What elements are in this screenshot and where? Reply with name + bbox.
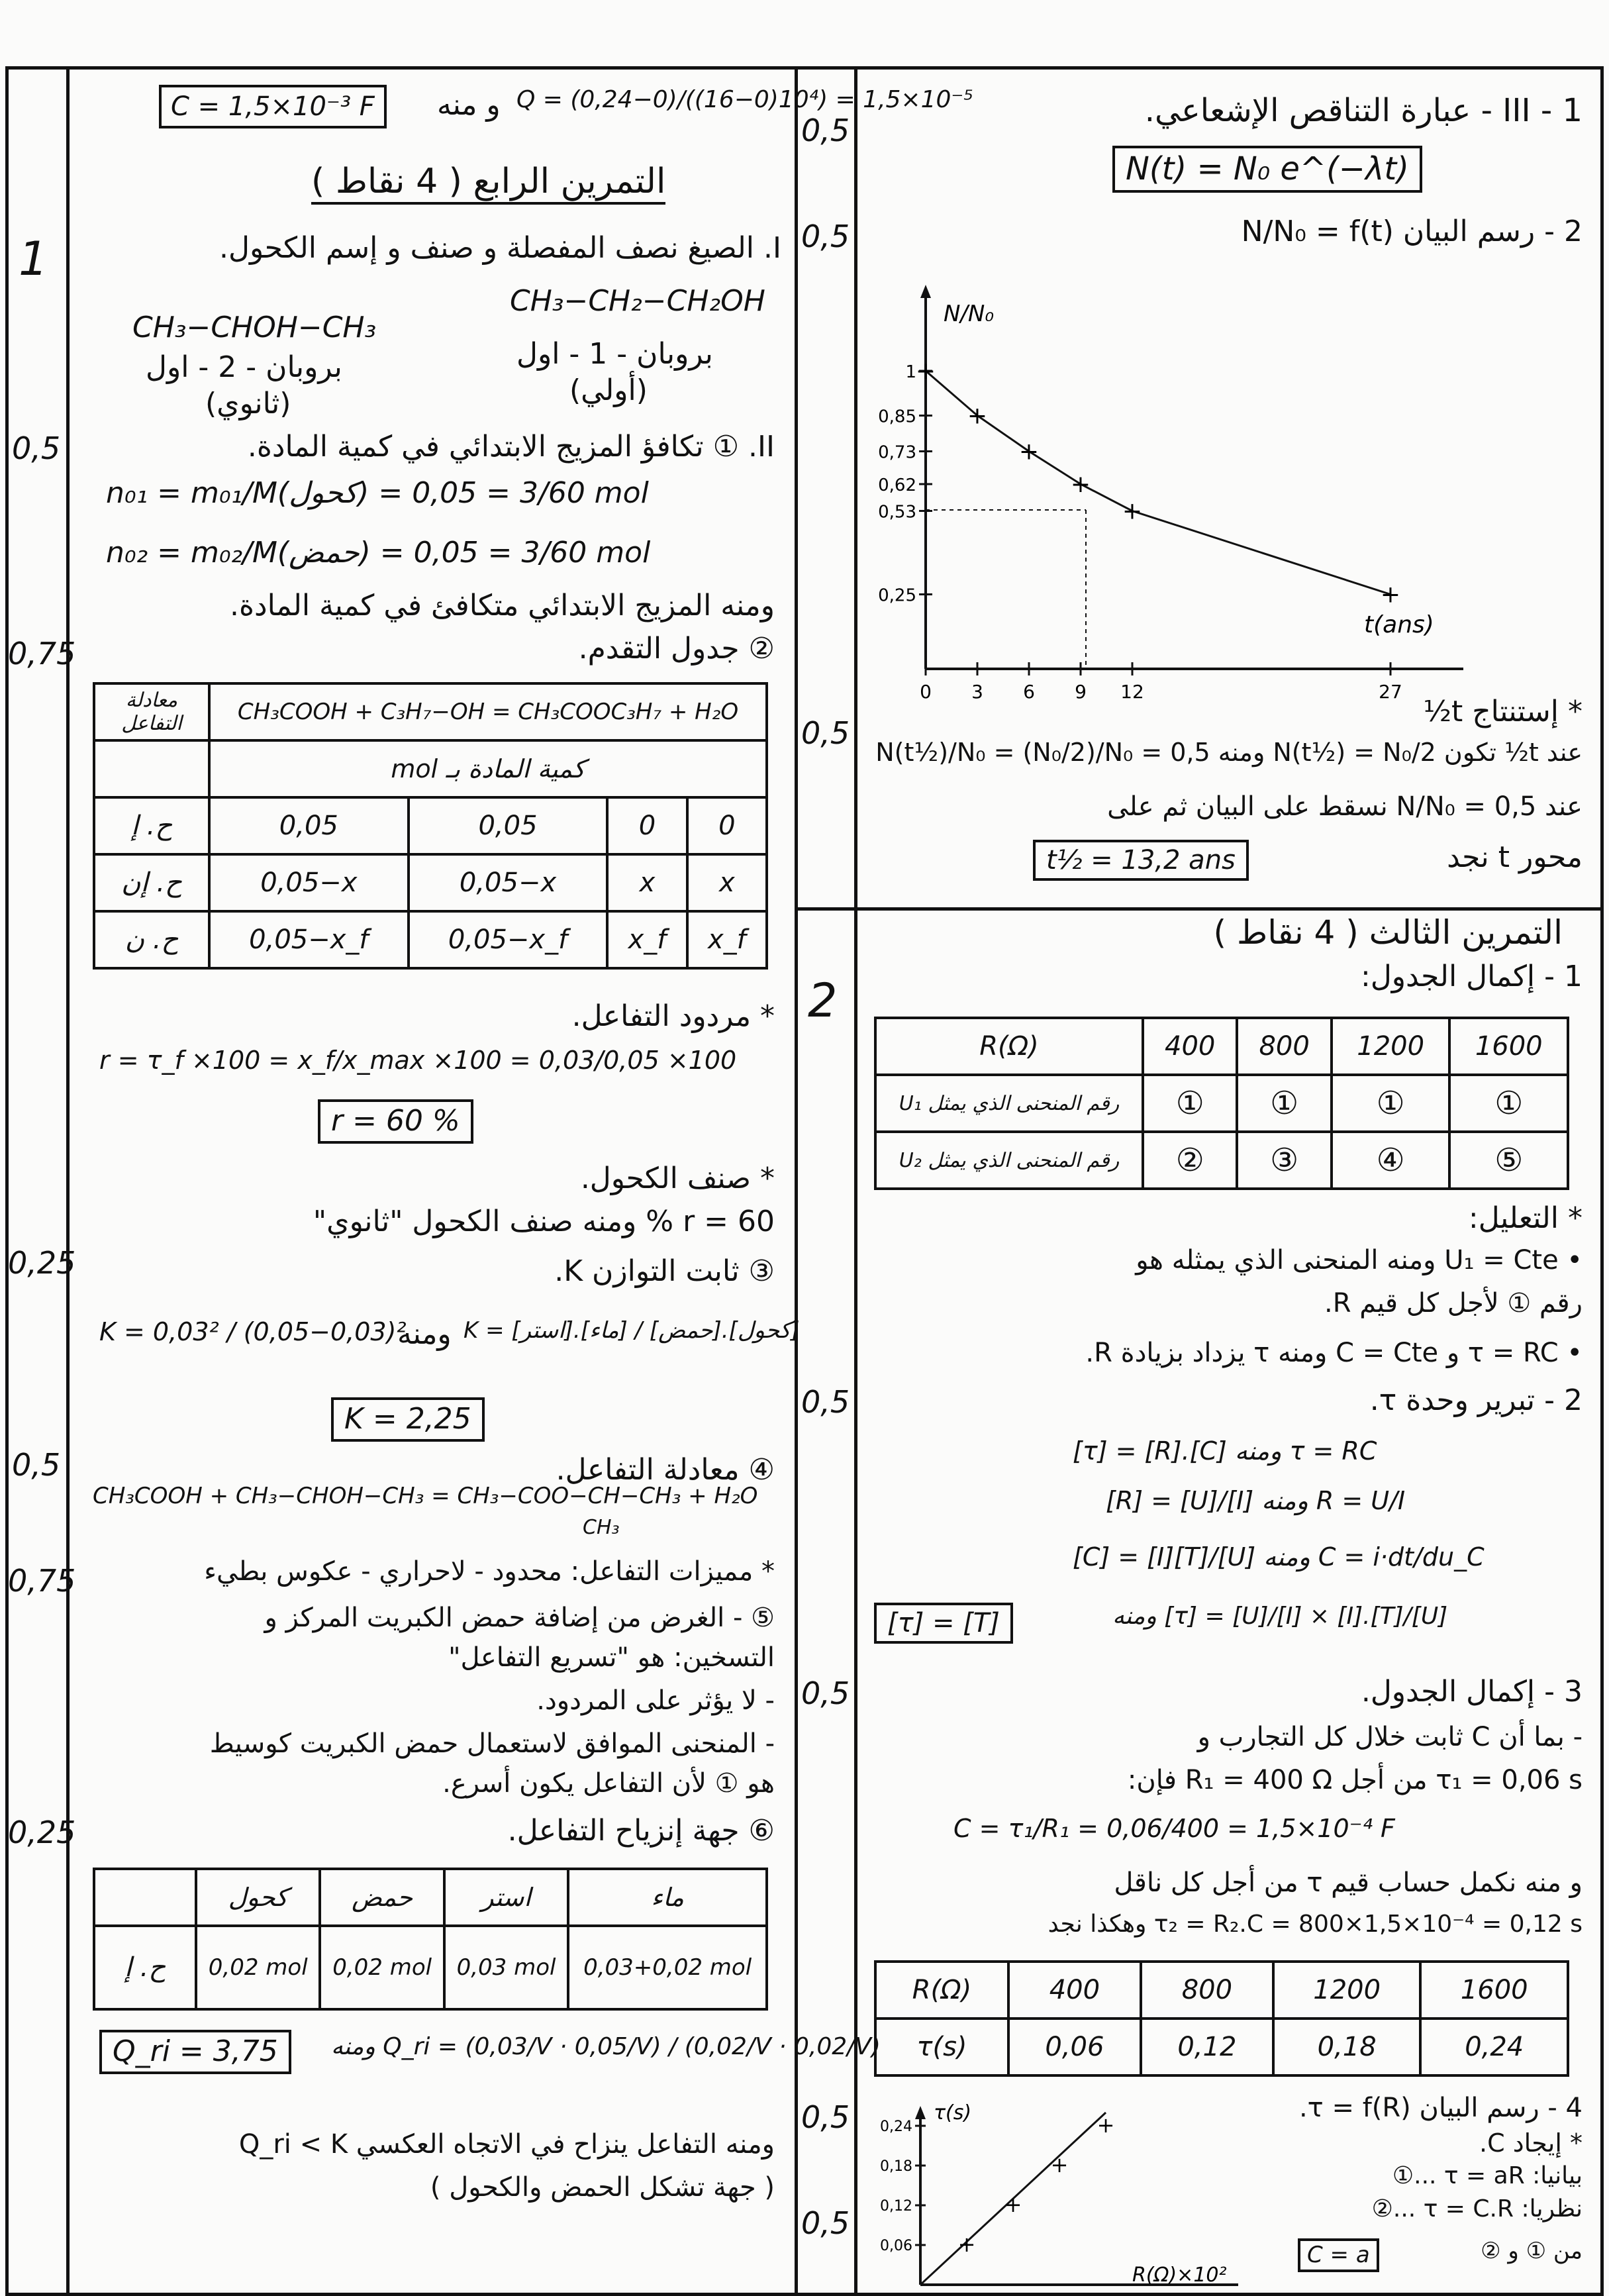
adv-cell: 0,05−x bbox=[209, 854, 409, 911]
margin-line-left bbox=[66, 66, 70, 2296]
y-axis-label: τ(s) bbox=[934, 2101, 972, 2124]
part-II-6: ⑥ جهة إنزياح التفاعل. bbox=[507, 1814, 775, 1848]
data-point: + bbox=[1122, 497, 1143, 525]
dir-cell: 0,03+0,02 mol bbox=[568, 1926, 767, 2009]
alcohol-1: CH₃−CHOH−CH₃ bbox=[132, 311, 377, 344]
tau-head: 1200 bbox=[1273, 1962, 1421, 2019]
part-II-5c: - لا يؤثر على المردود. bbox=[536, 1685, 775, 1716]
x-tick-label: 6 bbox=[1023, 681, 1035, 702]
margin-mark: 0,5 bbox=[801, 2099, 850, 2135]
curve-row-label: رقم المنحنى الذي يمثل U₂ bbox=[875, 1132, 1143, 1189]
curve-cell: ① bbox=[1332, 1075, 1450, 1132]
tau-cell: 0,06 bbox=[1008, 2019, 1141, 2075]
alcohol-1-class: (ثانوي) bbox=[205, 387, 291, 421]
half-life-result: t½ = 13,2 ans bbox=[1033, 840, 1249, 881]
adv-cell: x bbox=[607, 854, 687, 911]
y-tick-label: 0,06 bbox=[880, 2238, 912, 2254]
yield-result: r = 60 % bbox=[318, 1099, 473, 1144]
dir-cell: 0,02 mol bbox=[320, 1926, 444, 2009]
tau-head: 800 bbox=[1141, 1962, 1273, 2019]
adv-cell: 0 bbox=[687, 797, 767, 854]
dir-header: حمض bbox=[320, 1869, 444, 1926]
x-axis-label: R(Ω)×10² bbox=[1132, 2264, 1227, 2287]
E3-3: 3 - إكمال الجدول. bbox=[1361, 1675, 1583, 1709]
adv-cell: x_f bbox=[607, 911, 687, 968]
y-tick-label: 0,53 bbox=[878, 502, 916, 523]
tau-table bbox=[874, 1960, 1569, 2077]
tau-head: 1600 bbox=[1420, 1962, 1568, 2019]
y-tick-label: 1 bbox=[905, 362, 916, 382]
decay-law: N(t) = N₀ e^(−λt) bbox=[1112, 146, 1422, 193]
table-row bbox=[94, 1926, 767, 2009]
data-point: + bbox=[967, 402, 988, 430]
half-life-2: عند N/N₀ = 0,5 نسقط على البيان ثم على bbox=[1107, 791, 1583, 822]
margin-line-middle bbox=[854, 66, 857, 2296]
table-row bbox=[875, 2019, 1568, 2075]
K-wa: ومنه bbox=[397, 1317, 452, 1351]
adv-state: ح. إن bbox=[94, 854, 209, 911]
table-row bbox=[875, 1132, 1568, 1189]
justify-1b: رقم ① لأجل كل قيم R. bbox=[1324, 1288, 1583, 1319]
margin-mark: 0,5 bbox=[801, 1384, 850, 1420]
adv-state: ح. إ bbox=[94, 797, 209, 854]
conclusion-1: ومنه التفاعل ينزاح في الاتجاه العكسي Q_ri < K bbox=[238, 2129, 775, 2160]
x-tick-label: 12 bbox=[1120, 681, 1144, 702]
table-row bbox=[875, 1075, 1568, 1132]
curve-cell: ⑤ bbox=[1449, 1132, 1568, 1189]
top-formula: C = 1,5×10⁻³ F bbox=[159, 85, 387, 128]
curve-head: 400 bbox=[1143, 1018, 1237, 1075]
margin-mark: 0,5 bbox=[12, 1447, 61, 1483]
n02-eq: n₀₂ = m₀₂/M(حمض) = 3/60 = 0,05 mol bbox=[106, 536, 651, 570]
graph-eq: بيانيا: τ = aR ...① bbox=[1392, 2162, 1583, 2189]
column-divider bbox=[795, 66, 798, 2296]
K-equation: K = 0,03² / (0,05−0,03)² bbox=[99, 1317, 407, 1346]
curve-head: R(Ω) bbox=[875, 1018, 1143, 1075]
adv-eq-label: معادلة التفاعل bbox=[94, 683, 209, 740]
unit-3: [C] = [I][T]/[U] ومنه C = i·dt/du_C bbox=[1073, 1542, 1485, 1572]
margin-mark: 0,5 bbox=[801, 113, 850, 148]
adv-cell: 0 bbox=[607, 797, 687, 854]
unit-2: [R] = [U]/[I] ومنه R = U/I bbox=[1106, 1486, 1406, 1515]
alcohol-2: CH₃−CH₂−CH₂OH bbox=[510, 284, 765, 318]
decay-ticks bbox=[878, 362, 1402, 702]
adv-cell: 0,05 bbox=[209, 797, 409, 854]
curve-cell: ① bbox=[1449, 1075, 1568, 1132]
justify-1: • U₁ = Cte ومنه المنحنى الذي يمثله هو bbox=[1136, 1245, 1583, 1275]
E3-3d: و منه نكمل حساب قيم τ من أجل كل ناقل bbox=[1114, 1868, 1583, 1898]
adv-state: ح. ن bbox=[94, 911, 209, 968]
unit-result: [τ] = [T] bbox=[874, 1603, 1013, 1644]
top-q: Q = (0,24−0)/((16−0)10⁴) = 1,5×10⁻⁵ bbox=[516, 86, 973, 113]
table-row bbox=[94, 797, 767, 854]
margin-mark: 0,5 bbox=[801, 715, 850, 751]
x-tick-label: 3 bbox=[971, 681, 983, 702]
data-point: + bbox=[1097, 2113, 1115, 2138]
adv-cell: 0,05−x bbox=[409, 854, 608, 911]
y-axis-label: N/N₀ bbox=[944, 301, 994, 327]
x-tick-label: 27 bbox=[1379, 681, 1402, 702]
adv-qty-label: كمية المادة بـ mol bbox=[209, 740, 767, 797]
unit-1: [τ] = [R].[C] ومنه τ = RC bbox=[1073, 1436, 1377, 1466]
part-II-3: ③ ثابت التوازن K. bbox=[554, 1254, 775, 1288]
curve-cell: ② bbox=[1143, 1132, 1237, 1189]
E3-2: 2 - تبرير وحدة τ. bbox=[1369, 1383, 1583, 1417]
y-tick-label: 0,24 bbox=[880, 2119, 912, 2135]
advancement-table bbox=[93, 682, 768, 970]
E3-1: 1 - إكمال الجدول: bbox=[1361, 960, 1583, 993]
tau-ticks bbox=[880, 2119, 926, 2254]
y-tick-label: 0,73 bbox=[878, 442, 916, 463]
tau-cell: 0,12 bbox=[1141, 2019, 1273, 2075]
curve-head: 1200 bbox=[1332, 1018, 1450, 1075]
data-point: + bbox=[1018, 438, 1040, 466]
conclusion-2: ( جهة تشكل الحمض والكحول ) bbox=[430, 2172, 775, 2203]
reaction-features: * مميزات التفاعل: محدود - لاحراري - عكوس بطيء bbox=[204, 1556, 775, 1587]
x-tick-label: 0 bbox=[920, 681, 932, 702]
y-tick-label: 0,12 bbox=[880, 2198, 912, 2215]
part-II-5a: ⑤ - الغرض من إضافة حمض الكبريت المركز و bbox=[264, 1603, 775, 1633]
theory-eq: نظريا: τ = C.R ...② bbox=[1371, 2195, 1583, 2222]
data-point: + bbox=[957, 2232, 976, 2257]
qri-equation: ومنه Q_ri = (0,03/V · 0,05/V) / (0,02/V · 0,02/V) bbox=[331, 2033, 881, 2060]
right-section-divider bbox=[795, 907, 1604, 911]
dir-header: استر bbox=[444, 1869, 568, 1926]
tau-cell: 0,24 bbox=[1420, 2019, 1568, 2075]
curve-head: 1600 bbox=[1449, 1018, 1568, 1075]
part-II-5e: هو ① لأن التفاعل يكون أسرع. bbox=[442, 1768, 775, 1799]
half-life-3: محور t نجد bbox=[1447, 840, 1583, 874]
K-definition: K = [استر].[ماء] / [حمض].[كحول] bbox=[463, 1317, 800, 1344]
data-point: + bbox=[1004, 2192, 1022, 2217]
dir-header: كحول bbox=[196, 1869, 320, 1926]
margin-mark: 0,5 bbox=[801, 219, 850, 254]
tau-cell: τ(s) bbox=[875, 2019, 1008, 2075]
direction-table bbox=[93, 1868, 768, 2011]
margin-mark: 0,75 bbox=[8, 1563, 76, 1599]
class-title: * صنف الكحول. bbox=[580, 1162, 775, 1195]
adv-cell: x bbox=[687, 854, 767, 911]
decay-curve bbox=[926, 371, 1390, 595]
K-result: K = 2,25 bbox=[331, 1397, 485, 1442]
part-III-2: 2 - رسم البيان N/N₀ = f(t) bbox=[1241, 215, 1583, 248]
E3-3b: τ₁ = 0,06 s من أجل R₁ = 400 Ω فإن: bbox=[1127, 1765, 1583, 1795]
y-tick-label: 0,25 bbox=[878, 585, 916, 606]
curve-head: 800 bbox=[1237, 1018, 1331, 1075]
half-life-1: عند t½ تكون N(t½) = N₀/2 ومنه N(t½)/N₀ = (N₀/2)/N₀ = 0,5 bbox=[875, 738, 1583, 767]
reaction-equation: CH₃COOH + CH₃−CHOH−CH₃ = CH₃−COO−CH−CH₃ + H₂O bbox=[93, 1483, 758, 1509]
margin-mark: 0,5 bbox=[12, 430, 61, 466]
part-III-1: III - 1 - عبارة التناقص الإشعاعي. bbox=[1144, 92, 1583, 129]
adv-cell: x_f bbox=[687, 911, 767, 968]
part-II-2: ② جدول التقدم. bbox=[578, 632, 775, 666]
tau-head: R(Ω) bbox=[875, 1962, 1008, 2019]
alcohol-2-class: (أولي) bbox=[569, 374, 648, 407]
x-axis-label: t(ans) bbox=[1364, 611, 1434, 638]
c-equals-a: C = a bbox=[1298, 2238, 1379, 2272]
margin-mark: 0,25 bbox=[8, 1815, 76, 1850]
tau-graph bbox=[867, 2093, 1251, 2291]
data-point: + bbox=[1380, 581, 1401, 609]
adv-cell: 0,05 bbox=[409, 797, 608, 854]
margin-mark: 1 bbox=[19, 232, 48, 286]
E3-3e: τ₂ = R₂.C = 800×1,5×10⁻⁴ = 0,12 s وهكذا نجد bbox=[1048, 1911, 1583, 1938]
decay-points bbox=[916, 358, 1400, 609]
curve-row-label: رقم المنحنى الذي يمثل U₁ bbox=[875, 1075, 1143, 1132]
yield-equation: r = τ_f ×100 = x_f/x_max ×100 = 0,03/0,05 ×100 bbox=[99, 1046, 737, 1075]
margin-mark: 2 bbox=[808, 973, 838, 1028]
decay-graph bbox=[867, 265, 1543, 702]
part-I-title: I. الصيغ نصف المفصلة و صنف و إسم الكحول. bbox=[219, 231, 781, 265]
tau-points bbox=[958, 2113, 1115, 2257]
table-row bbox=[94, 854, 767, 911]
data-point: + bbox=[1070, 471, 1091, 498]
curve-cell: ④ bbox=[1332, 1132, 1450, 1189]
adv-cell: 0,05−x_f bbox=[209, 911, 409, 968]
curve-cell: ① bbox=[1143, 1075, 1237, 1132]
table-row bbox=[94, 911, 767, 968]
margin-mark: 0,5 bbox=[801, 2205, 850, 2241]
deduce-half-life: * إستنتاج t½ bbox=[1423, 695, 1583, 728]
yield-title: * مردود التفاعل. bbox=[571, 999, 775, 1033]
data-point: + bbox=[915, 358, 936, 385]
data-point: + bbox=[1050, 2152, 1069, 2177]
x-tick-label: 9 bbox=[1075, 681, 1087, 702]
part-II-5b: التسخين: هو "تسريع التفاعل" bbox=[448, 1642, 775, 1673]
tau-head: 400 bbox=[1008, 1962, 1141, 2019]
E3-3c: C = τ₁/R₁ = 0,06/400 = 1,5×10⁻⁴ F bbox=[953, 1814, 1395, 1843]
exercise4-title: التمرين الرابع ( 4 نقاط ) bbox=[311, 162, 665, 205]
y-tick-label: 0,62 bbox=[878, 475, 916, 495]
E3-4: 4 - رسم البيان τ = f(R). bbox=[1298, 2093, 1583, 2123]
curve-cell: ① bbox=[1237, 1075, 1331, 1132]
dir-state: ح. إ bbox=[94, 1926, 196, 2009]
margin-mark: 0,75 bbox=[8, 636, 76, 672]
margin-mark: 0,5 bbox=[801, 1675, 850, 1711]
y-tick-label: 0,85 bbox=[878, 407, 916, 427]
curve-cell: ③ bbox=[1237, 1132, 1331, 1189]
y-axis-arrow bbox=[915, 2106, 926, 2119]
margin-mark: 0,25 bbox=[8, 1245, 76, 1281]
top-wa: و منه bbox=[437, 88, 501, 122]
tau-cell: 0,18 bbox=[1273, 2019, 1421, 2075]
n01-eq: n₀₁ = m₀₁/M(كحول) = 3/60 = 0,05 mol bbox=[106, 476, 649, 510]
qri-result: Q_ri = 3,75 bbox=[99, 2030, 291, 2074]
E3-3a: - بما أن C ثابت خلال كل التجارب و bbox=[1197, 1722, 1583, 1752]
justify-title: * التعليل: bbox=[1468, 1201, 1583, 1235]
alcohol-1-name: بروبان - 2 - اول bbox=[146, 350, 342, 384]
part-II-5d: - المنحنى الموافق لاستعمال حمض الكبريت كوسيط bbox=[209, 1728, 775, 1759]
y-tick-label: 0,18 bbox=[880, 2158, 912, 2175]
from-1-2: من ① و ② bbox=[1481, 2238, 1583, 2264]
dir-header: ماء bbox=[568, 1869, 767, 1926]
dir-cell: 0,02 mol bbox=[196, 1926, 320, 2009]
unit-4: ومنه [τ] = [U]/[I] × [I].[T]/[U] bbox=[1112, 1603, 1448, 1630]
part-II-1: II. ① تكافؤ المزيج الابتدائي في كمية المادة. bbox=[247, 430, 775, 464]
reaction-sub: CH₃ bbox=[583, 1516, 620, 1539]
adv-equation: CH₃COOH + C₃H₇−OH = CH₃COOC₃H₇ + H₂O bbox=[209, 683, 767, 740]
y-axis-arrow bbox=[920, 285, 931, 298]
class-text: r = 60 % ومنه صنف الكحول "ثانوي" bbox=[313, 1205, 775, 1238]
curve-table bbox=[874, 1017, 1569, 1190]
find-c: * إيجاد C. bbox=[1479, 2128, 1583, 2158]
dir-cell: 0,03 mol bbox=[444, 1926, 568, 2009]
justify-2: • τ = RC و C = Cte ومنه τ يزداد بزيادة R. bbox=[1085, 1338, 1583, 1368]
exercise3-title: التمرين الثالث ( 4 نقاط ) bbox=[1213, 913, 1563, 952]
adv-cell: 0,05−x_f bbox=[409, 911, 608, 968]
alcohol-2-name: بروبان - 1 - اول bbox=[516, 337, 713, 371]
equimolar-text: ومنه المزيج الابتدائي متكافئ في كمية المادة. bbox=[229, 589, 775, 623]
part-II-4: ④ معادلة التفاعل. bbox=[556, 1453, 775, 1487]
